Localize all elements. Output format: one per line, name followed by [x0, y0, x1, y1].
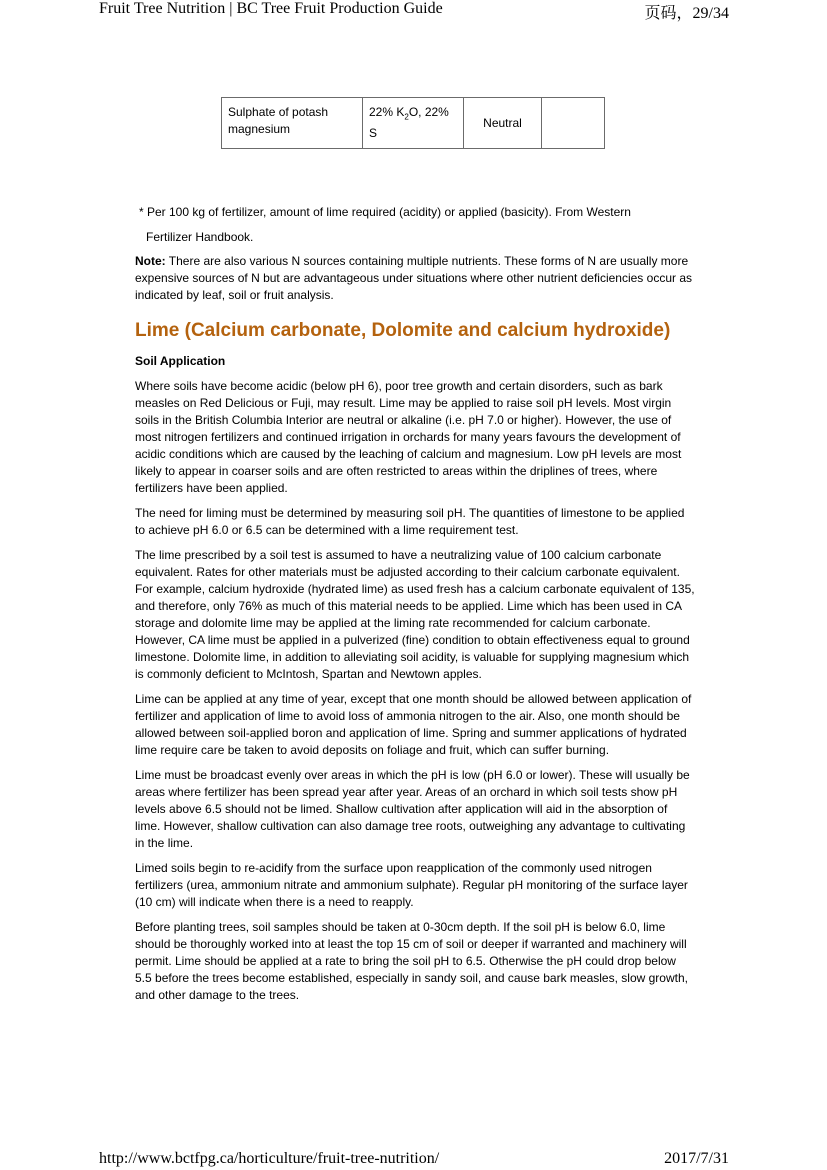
section-heading: Lime (Calcium carbonate, Dolomite and calcium hydroxide) [135, 320, 671, 341]
note-paragraph [135, 253, 695, 304]
analysis-cell [363, 98, 464, 149]
paragraph: The need for liming must be determined by measuring soil pH. The quantities of limestone to be applied to achieve pH 6.0 or 6.5 can be determined with a lime requirement test. [135, 506, 685, 537]
footnote-line2: Fertilizer Handbook. [146, 230, 254, 244]
footnote-line1: * Per 100 kg of fertilizer, amount of lime required (acidity) or applied (basicity). From Western [139, 205, 631, 219]
analysis-line2: S [369, 126, 378, 141]
reaction-cell [464, 98, 542, 149]
paragraph: Lime can be applied at any time of year, except that one month should be allowed between application of fertilizer and application of lime to avoid loss of ammonia nitrogen to the air. Also, one month should be allowed between soil-applied boron and application of lime. Spring and summer applications of hydrated lime require care be taken to avoid deposits on foliage and fruit, which can suffer burning. [135, 692, 692, 757]
header-title: Fruit Tree Nutrition | BC Tree Fruit Production Guide [99, 0, 443, 17]
note-text: There are also various N sources containing multiple nutrients. These forms of N are usually more expensive sources of N but are advantageous under situations where other nutrient deficiencies occur as indicated by leaf, soil or fruit analysis. [135, 254, 692, 302]
product-cell [222, 98, 363, 149]
note-label: Note: [135, 254, 166, 268]
paragraph: Where soils have become acidic (below pH 6), poor tree growth and certain disorders, such as bark measles on Red Delicious or Fuji, may result. Lime may be applied to raise soil pH levels. Most virgin soils in the British Columbia Interior are neutral or alkaline (i.e. pH 7.0 or higher). However, the use of most nitrogen fertilizers and continued irrigation in orchards for many years favours the development of acidic conditions which are caused by the leaching of calcium and magnesium. Low pH levels are most likely to appear in coarser soils and are often restricted to areas within the driplines of trees, where fertilizers have been applied. [135, 379, 682, 495]
footer-url[interactable]: http://www.bctfpg.ca/horticulture/fruit-tree-nutrition/ [99, 1150, 440, 1167]
table-row [222, 98, 605, 149]
analysis-post: O, 22% [408, 105, 449, 119]
paragraph: Before planting trees, soil samples should be taken at 0-30cm depth. If the soil pH is below 6.0, lime should be thoroughly worked into at least the top 15 cm of soil or deeper if warranted and machinery will permit. Lime should be applied at a rate to bring the soil pH to 6.5. Otherwise the pH could drop below 5.5 before the trees become established, especially in sandy soil, and cause bark measles, slow growth, and other damage to the trees. [135, 920, 688, 1002]
page-header [0, 0, 827, 22]
fertilizer-table [221, 97, 605, 149]
analysis-pre: 22% K [369, 105, 405, 119]
page-number: 页码，29/34 [644, 5, 729, 22]
paragraph: The lime prescribed by a soil test is assumed to have a neutralizing value of 100 calcium carbonate equivalent. Rates for other materials must be adjusted according to their calcium carbonate equivalent. For example, calcium hydroxide (hydrated lime) as used fresh has a calcium carbonate equivalent of 135, and therefore, only 76% as much of this material needs to be applied. Lime which has been used in CA storage and dolomite lime may be applied at the liming rate recommended for calcium carbonate. However, CA lime must be applied in a pulverized (fine) condition to obtain effectiveness equal to ground limestone. Dolomite lime, in addition to alleviating soil acidity, is valuable for supplying magnesium which is commonly deficient to McIntosh, Spartan and Newtown apples. [135, 548, 695, 681]
analysis-subscript: 2 [404, 112, 409, 122]
subheading: Soil Application [135, 354, 226, 368]
reaction-value: Neutral [483, 115, 522, 130]
paragraph: Lime must be broadcast evenly over areas in which the pH is low (pH 6.0 or lower). These will usually be areas where fertilizer has been spread year after year. Areas of an orchard in which soil tests show pH levels above 6.5 should not be limed. Shallow cultivation after application will aid in the absorption of lime. However, shallow cultivation can also damage tree roots, outweighing any advantage to cultivating in the lime. [135, 768, 690, 850]
paragraph: Limed soils begin to re-acidify from the surface upon reapplication of the commonly used nitrogen fertilizers (urea, ammonium nitrate and ammonium sulphate). Regular pH monitoring of the surface layer (10 cm) will indicate when there is a need to reapply. [135, 861, 688, 909]
product-name-line1: Sulphate of potash [228, 105, 329, 119]
body-paragraphs [135, 378, 695, 1012]
lime-cell [542, 98, 605, 149]
footer-date: 2017/7/31 [664, 1150, 729, 1167]
page-footer [0, 1148, 827, 1170]
product-name-line2: magnesium [228, 122, 291, 136]
